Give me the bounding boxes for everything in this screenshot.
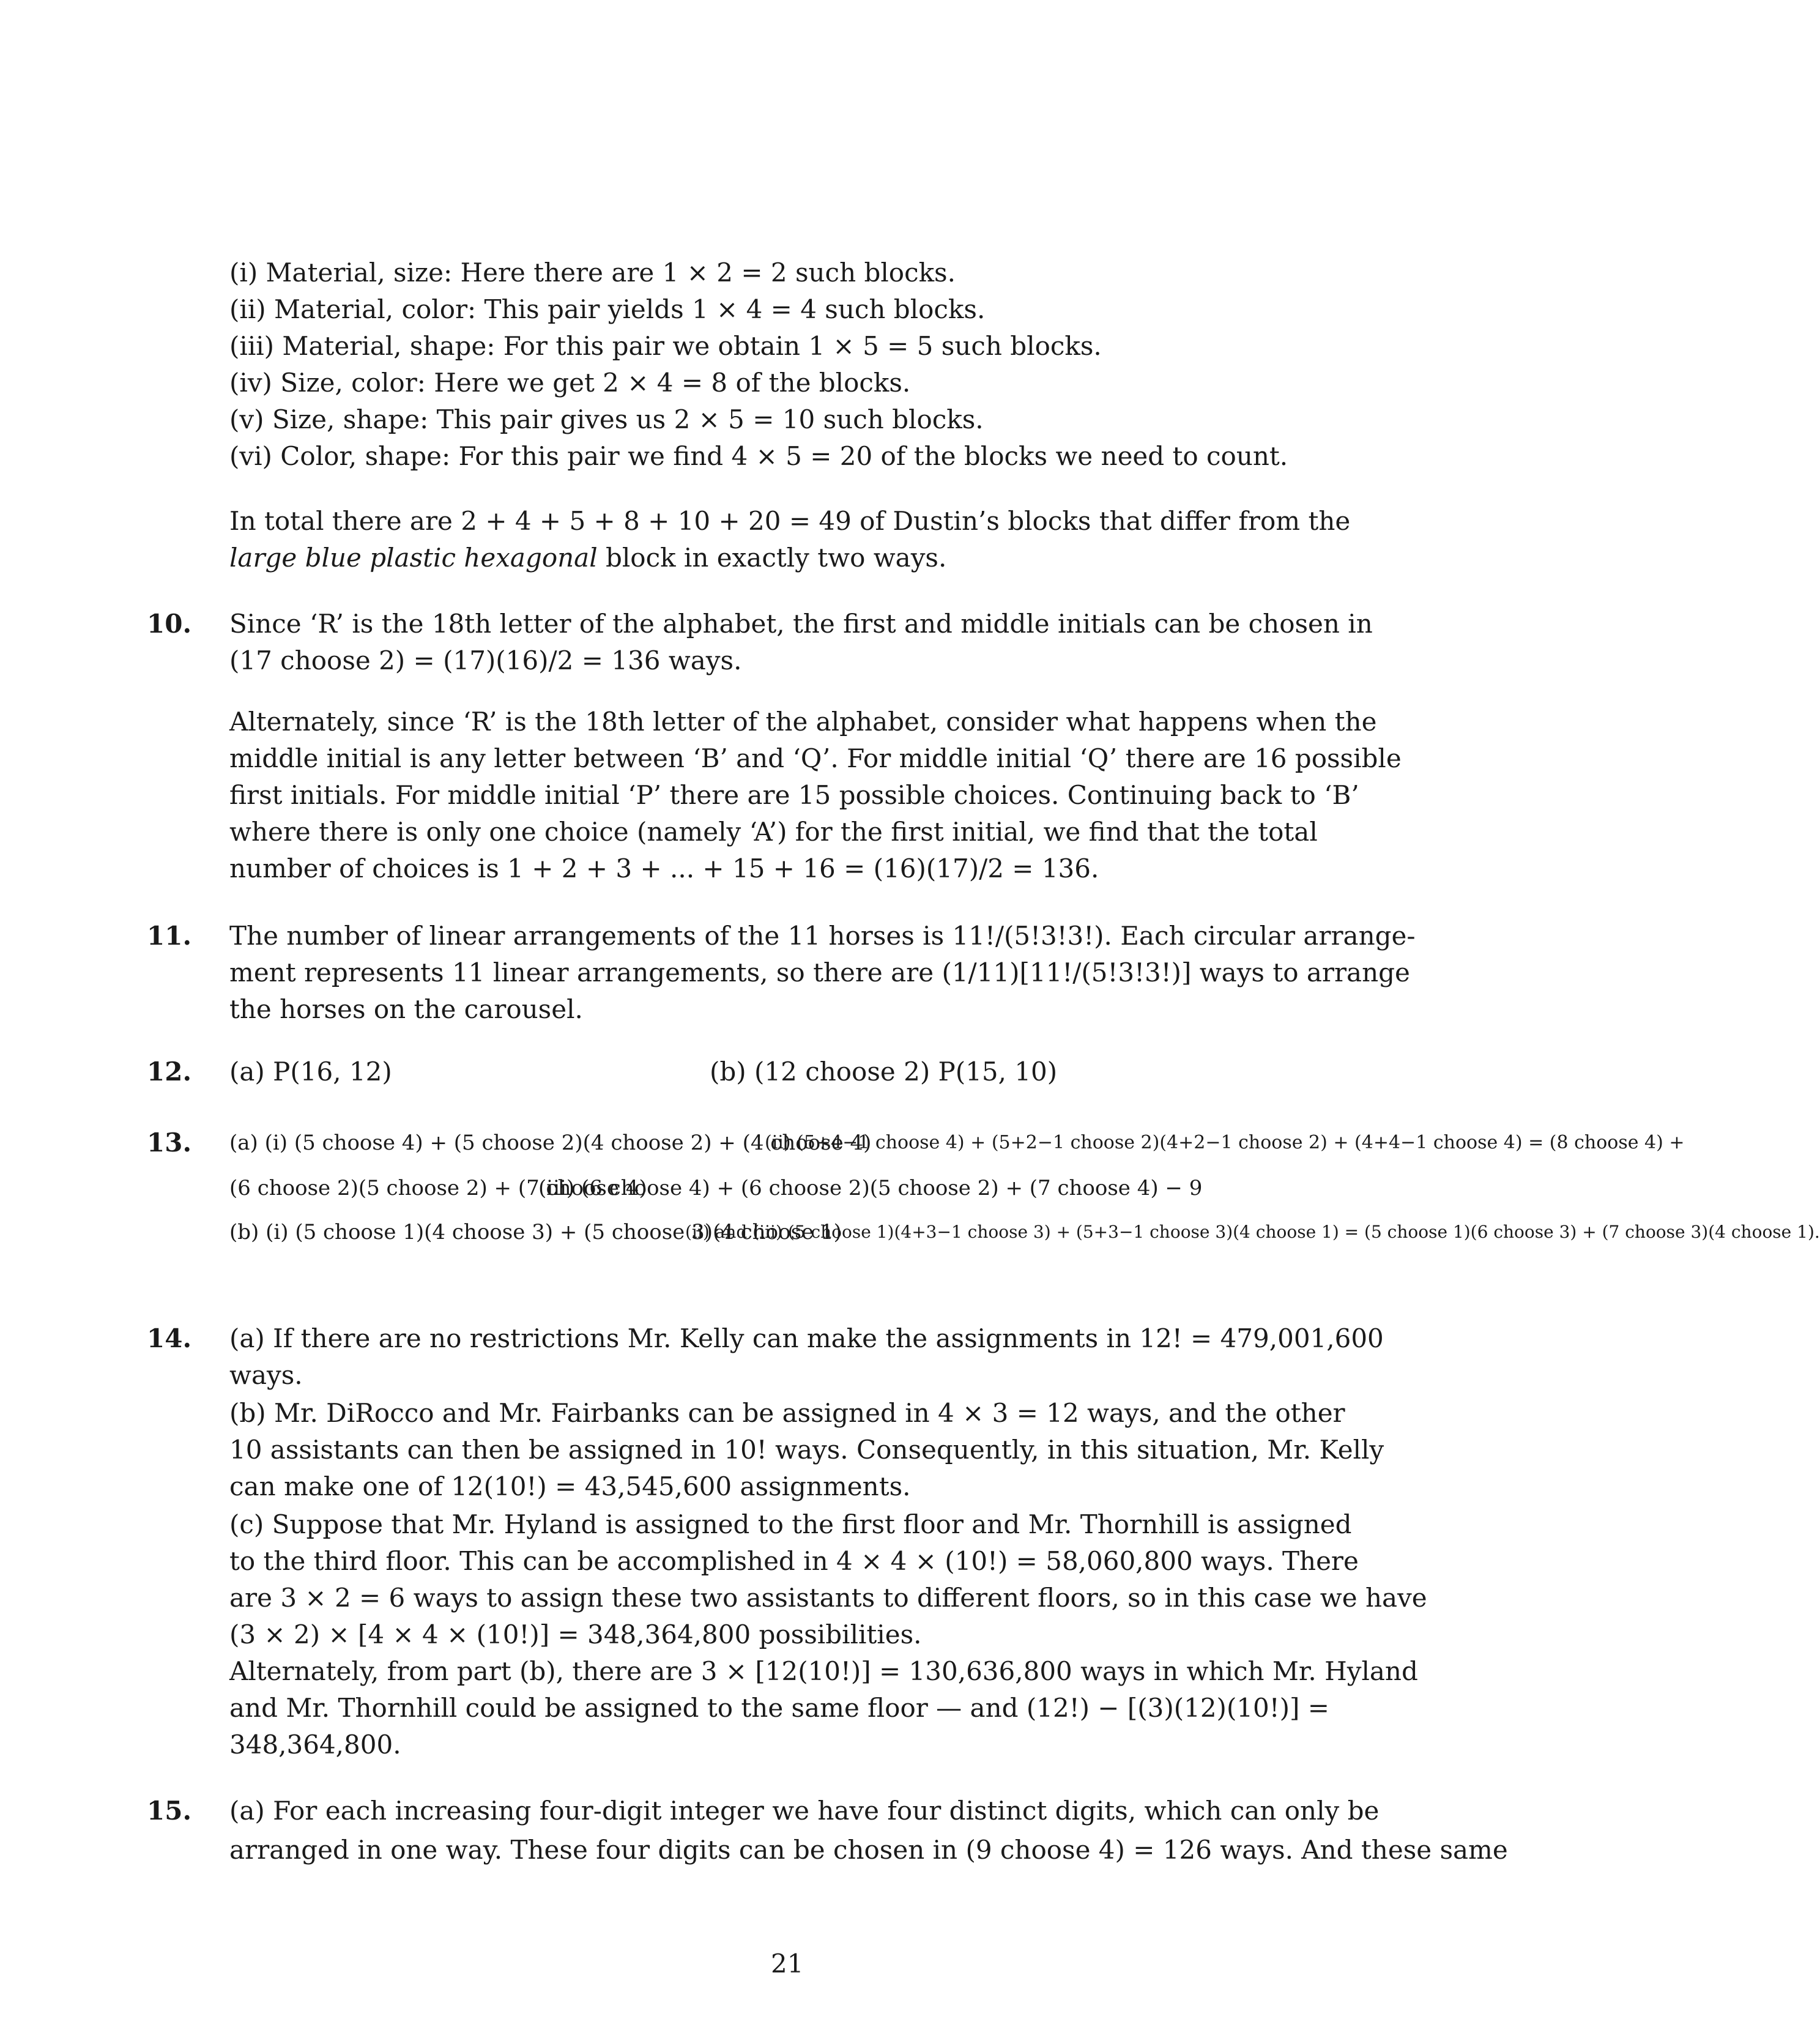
part9-line-iii: (iii) Material, shape: For this pair we obtain 1 × 5 = 5 such blocks.: [229, 331, 1102, 361]
total-line-rest: block in exactly two ways.: [597, 543, 947, 573]
problem-number-14: 14.: [147, 1323, 192, 1353]
p14-line-3: (b) Mr. DiRocco and Mr. Fairbanks can be assigned in 4 × 3 = 12 ways, and the other: [229, 1398, 1345, 1428]
problem-number-10: 10.: [147, 609, 192, 639]
p11-line-1: The number of linear arrangements of the 11 horses is 11!/(5!3!3!). Each circular arrange-: [229, 921, 1416, 951]
p13-b-ii-iii: (ii) and (iii) (5 choose 1)(4+3−1 choose 3) + (5+3−1 choose 3)(4 choose 1) = (5 choose 1)(6 choose 3) + (7 choose 3)(4 choose 1).: [685, 1222, 1820, 1242]
p14-line-7: to the third floor. This can be accomplished in 4 × 4 × (10!) = 58,060,800 ways. There: [229, 1546, 1359, 1576]
p13-a-ii: (ii) (5+4−1 choose 4) + (5+2−1 choose 2)(4+2−1 choose 2) + (4+4−1 choose 4) = (8 choose 4) +: [765, 1132, 1685, 1153]
p14-line-4: 10 assistants can then be assigned in 10! ways. Consequently, in this situation, Mr. Kelly: [229, 1435, 1384, 1465]
p10-line-7: number of choices is 1 + 2 + 3 + ... + 15 + 16 = (16)(17)/2 = 136.: [229, 853, 1099, 883]
p14-line-9: (3 × 2) × [4 × 4 × (10!)] = 348,364,800 possibilities.: [229, 1619, 922, 1649]
problem-number-12: 12.: [147, 1057, 192, 1087]
p14-line-10: Alternately, from part (b), there are 3 × [12(10!)] = 130,636,800 ways in which Mr. Hyland: [229, 1656, 1418, 1686]
p10-line-3: Alternately, since ‘R’ is the 18th letter of the alphabet, consider what happens when the: [229, 707, 1377, 737]
p13-a-iii: (iii) (6 choose 4) + (6 choose 2)(5 choose 2) + (7 choose 4) − 9: [538, 1176, 1203, 1200]
p11-line-3: the horses on the carousel.: [229, 994, 583, 1024]
p11-line-2: ment represents 11 linear arrangements, so there are (1/11)[11!/(5!3!3!)] ways to arrange: [229, 957, 1410, 987]
p10-line-2: (17 choose 2) = (17)(16)/2 = 136 ways.: [229, 645, 742, 675]
p14-line-5: can make one of 12(10!) = 43,545,600 assignments.: [229, 1471, 911, 1501]
p14-line-12: 348,364,800.: [229, 1730, 401, 1760]
p13-a-ii-cont: (6 choose 2)(5 choose 2) + (7 choose 4): [229, 1176, 647, 1200]
part9-line-vi: (vi) Color, shape: For this pair we find 4 × 5 = 20 of the blocks we need to count.: [229, 441, 1288, 471]
p12-part-a: (a) P(16, 12): [229, 1057, 392, 1087]
page-number: 21: [771, 1949, 804, 1979]
part9-line-v: (v) Size, shape: This pair gives us 2 × 5 = 10 such blocks.: [229, 404, 984, 434]
p10-line-5: first initials. For middle initial ‘P’ there are 15 possible choices. Continuing back to ‘B’: [229, 780, 1359, 810]
p14-line-1: (a) If there are no restrictions Mr. Kelly can make the assignments in 12! = 479,001,600: [229, 1323, 1384, 1353]
p10-line-4: middle initial is any letter between ‘B’ and ‘Q’. For middle initial ‘Q’ there are 16 possible: [229, 743, 1402, 773]
p14-line-2: ways.: [229, 1360, 303, 1390]
problem-number-13: 13.: [147, 1128, 192, 1158]
p15-line-1: (a) For each increasing four-digit integer we have four distinct digits, which can only be: [229, 1796, 1380, 1826]
p14-line-11: and Mr. Thornhill could be assigned to the same floor — and (12!) − [(3)(12)(10!)] =: [229, 1693, 1329, 1723]
p14-line-6: (c) Suppose that Mr. Hyland is assigned to the first floor and Mr. Thornhill is assigned: [229, 1509, 1352, 1539]
problem-number-15: 15.: [147, 1796, 192, 1826]
part9-total-line-2: [229, 540, 946, 576]
p12-part-b: (b) (12 choose 2) P(15, 10): [710, 1057, 1058, 1087]
p10-line-1: Since ‘R’ is the 18th letter of the alphabet, the first and middle initials can be chosen in: [229, 609, 1373, 639]
part9-line-i: (i) Material, size: Here there are 1 × 2 = 2 such blocks.: [229, 258, 956, 288]
p15-line-2: arranged in one way. These four digits can be chosen in (9 choose 4) = 126 ways. And these same: [229, 1835, 1508, 1865]
problem-number-11: 11.: [147, 921, 192, 951]
part9-total-line: In total there are 2 + 4 + 5 + 8 + 10 + 20 = 49 of Dustin’s blocks that differ from the: [229, 506, 1351, 536]
italic-phrase: large blue plastic hexagonal: [229, 543, 598, 573]
part9-line-iv: (iv) Size, color: Here we get 2 × 4 = 8 of the blocks.: [229, 368, 911, 398]
part9-line-ii: (ii) Material, color: This pair yields 1 × 4 = 4 such blocks.: [229, 294, 986, 324]
p13-a-i: (a) (i) (5 choose 4) + (5 choose 2)(4 choose 2) + (4 choose 4): [229, 1131, 872, 1155]
p13-b-i: (b) (i) (5 choose 1)(4 choose 3) + (5 choose 3)(4 choose 1): [229, 1220, 842, 1244]
p10-line-6: where there is only one choice (namely ‘A’) for the first initial, we find that the total: [229, 817, 1318, 847]
p14-line-8: are 3 × 2 = 6 ways to assign these two assistants to different floors, so in this case we have: [229, 1583, 1427, 1613]
